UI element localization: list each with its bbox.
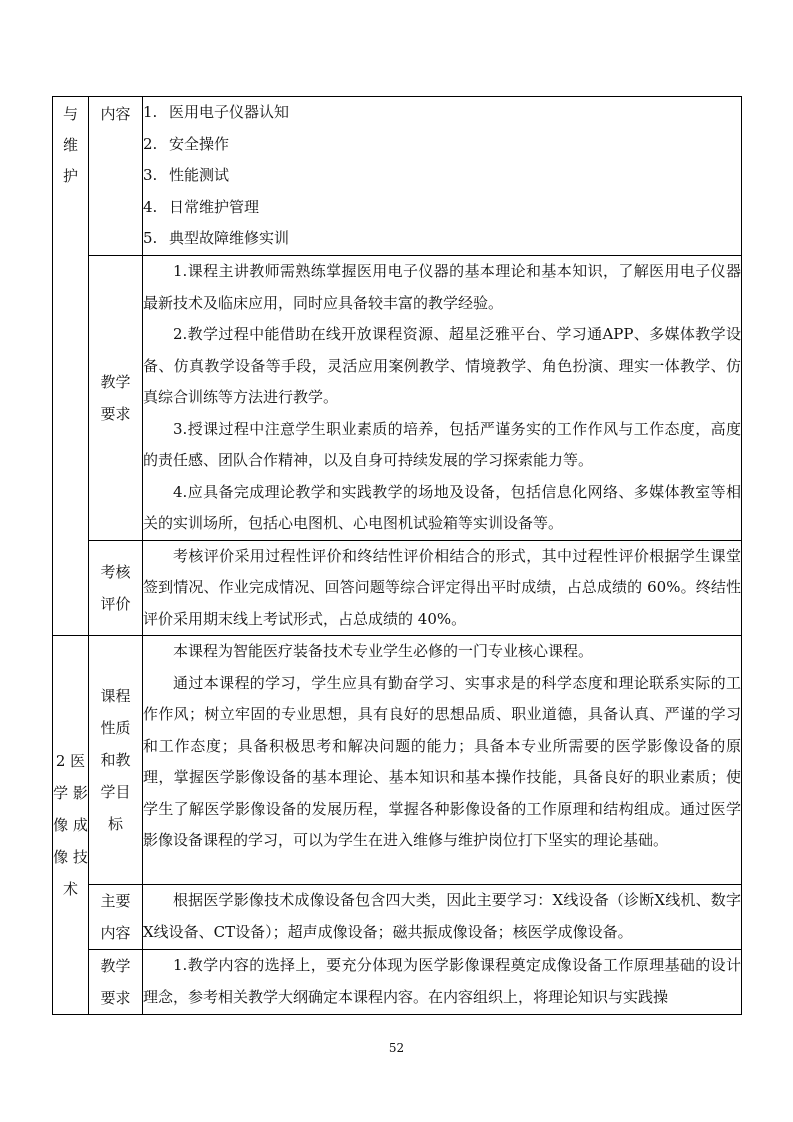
section1-heading	[53, 97, 89, 636]
heading-char: 学	[53, 784, 69, 802]
nature-label: 标	[107, 815, 123, 833]
nature-label: 和教	[100, 751, 131, 769]
requirements-label: 要求	[100, 989, 131, 1007]
requirements-label-cell	[89, 256, 143, 541]
section2-requirements-text	[143, 950, 742, 1015]
nature-text	[143, 636, 742, 885]
requirement-paragraph: 3.授课过程中注意学生职业素质的培养，包括严谨务实的工作作风与工作态度，高度的责任感、团队合作精神，以及自身可持续发展的学习探索能力等。	[143, 419, 741, 469]
section2-main-content-row	[53, 885, 742, 950]
list-item: 5. 典型故障维修实训	[143, 229, 290, 247]
course-table	[52, 96, 742, 1015]
list-item: 1. 医用电子仪器认知	[143, 103, 290, 121]
content-list	[143, 97, 742, 256]
section2-requirements-row	[53, 950, 742, 1015]
main-content-text	[143, 885, 742, 950]
heading-char: 技	[72, 848, 88, 866]
content-label-cell	[89, 97, 143, 256]
nature-label: 学目	[100, 783, 131, 801]
page-number: 52	[388, 1041, 405, 1055]
requirement-paragraph: 2.教学过程中能借助在线开放课程资源、超星泛雅平台、学习通APP、多媒体教学设备、仿真教学设备等手段，灵活应用案例教学、情境教学、角色扮演、理实一体教学、仿真综合训练等方法进行教学。	[143, 325, 741, 406]
main-content-paragraph: 根据医学影像技术成像设备包含四大类，因此主要学习：X线设备（诊断X线机、数字X线设备、CT设备）；超声成像设备；磁共振成像设备；核医学成像设备。	[143, 891, 741, 941]
assessment-label: 评价	[100, 594, 131, 613]
section1-assessment-row	[53, 540, 742, 636]
main-content-label-cell	[89, 885, 143, 950]
assessment-text	[143, 540, 742, 636]
main-content-label: 主要	[100, 892, 131, 910]
list-item: 4. 日常维护管理	[143, 197, 260, 216]
assessment-label-cell	[89, 540, 143, 636]
main-content-label: 内容	[100, 924, 131, 942]
heading-char: 像	[53, 816, 69, 834]
nature-paragraph: 本课程为智能医疗装备技术专业学生必修的一门专业核心课程。	[173, 642, 594, 660]
content-label: 内容	[100, 105, 131, 123]
requirement-paragraph: 1.教学内容的选择上，要充分体现为医学影像课程奠定成像设备工作原理基础的设计理念，参考相关教学大纲确定本课程内容。在内容组织上，将理论知识与实践操	[143, 956, 741, 1006]
heading-char: 医	[70, 752, 86, 770]
section2-heading	[53, 636, 89, 1015]
heading-char: 成	[72, 816, 88, 834]
heading-char: 像	[53, 848, 69, 866]
heading-char: 与	[62, 105, 78, 123]
section2-nature-row	[53, 636, 742, 885]
requirements-text	[143, 256, 742, 541]
heading-char: 术	[62, 880, 78, 898]
nature-label: 课程	[100, 687, 131, 705]
nature-paragraph: 通过本课程的学习，学生应具有勤奋学习、实事求是的科学态度和理论联系实际的工作作风；树立牢固的专业思想，具有良好的思想品质、职业道德，具备认真、严谨的学习和工作态度；具备积极思考和解决问题的能力；具备本专业所需要的医学影像设备的原理，掌握医学影像设备的基本理论、基本知识和基本操作技能，具备良好的职业素质；使学生了解医学影像设备的发展历程，掌握各种影像设备的工作原理和结构组成。通过医学影像设备课程的学习，可以为学生在进入维修与维护岗位打下坚实的理论基础。	[143, 673, 741, 849]
requirements-label: 教学	[100, 957, 131, 975]
requirements-label: 要求	[100, 404, 131, 423]
nature-label: 性质	[100, 719, 131, 737]
assessment-label: 考核	[100, 562, 131, 581]
list-item: 3. 性能测试	[143, 166, 230, 184]
section1-content-row	[53, 97, 742, 256]
assessment-paragraph: 考核评价采用过程性评价和终结性评价相结合的形式，其中过程性评价根据学生课堂签到情况、作业完成情况、回答问题等综合评定得出平时成绩，占总成绩的 60%。终结性评价采用期末线上考试形式，占总成绩的 40%。	[143, 546, 741, 628]
requirement-paragraph: 1.课程主讲教师需熟练掌握医用电子仪器的基本理论和基本知识，了解医用电子仪器最新技术及临床应用，同时应具备较丰富的教学经验。	[143, 262, 741, 312]
heading-char: 2	[55, 752, 66, 770]
section1-requirements-row	[53, 256, 742, 541]
requirements-label: 教学	[100, 372, 131, 391]
heading-char: 维	[62, 136, 78, 154]
list-item: 2. 安全操作	[143, 134, 230, 153]
section2-requirements-label-cell	[89, 950, 143, 1015]
requirement-paragraph: 4.应具备完成理论教学和实践教学的场地及设备，包括信息化网络、多媒体教室等相关的实训场所，包括心电图机、心电图机试验箱等实训设备等。	[143, 482, 741, 532]
heading-char: 护	[62, 167, 78, 185]
heading-char: 影	[72, 784, 88, 802]
nature-label-cell	[89, 636, 143, 885]
